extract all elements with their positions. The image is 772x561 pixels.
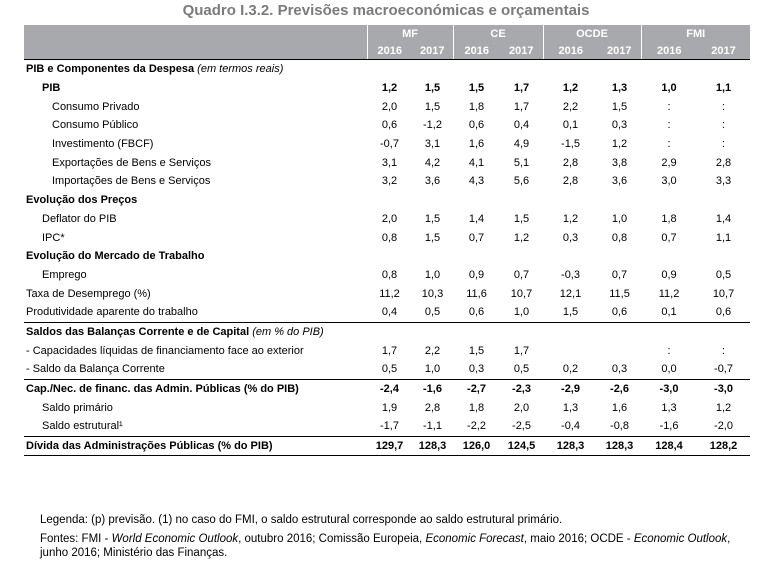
- row-label: Consumo Privado: [52, 100, 140, 113]
- value-cell: 4,1: [468, 156, 485, 169]
- value-cell: 11,2: [658, 287, 680, 300]
- value-cell: 0,7: [513, 268, 530, 281]
- value-cell: 1,0: [424, 268, 441, 281]
- row-label: Deflator do PIB: [42, 212, 117, 225]
- value-cell: -1,1: [423, 420, 442, 433]
- value-cell: -2,3: [500, 379, 543, 398]
- table-row: [24, 303, 750, 322]
- value-cell: 1,5: [424, 231, 441, 244]
- row-label: Cap./Nec. de financ. das Admin. Públicas (% do PIB): [24, 379, 367, 398]
- legend: Legenda: (p) previsão. (1) no caso do FMI, o saldo estrutural corresponde ao saldo estrutural primário.: [40, 514, 563, 526]
- value-cell: 4,3: [468, 175, 485, 188]
- value-cell: 1,4: [468, 212, 485, 225]
- value-cell: 3,1: [381, 156, 398, 169]
- value-cell: 11,6: [466, 287, 487, 300]
- value-cell: -3,0: [641, 379, 697, 398]
- value-cell: 1,8: [468, 401, 485, 414]
- group-header-ce: CE: [453, 25, 543, 42]
- value-cell: 1,9: [381, 401, 398, 414]
- value-cell: 1,8: [661, 212, 677, 225]
- value-cell: 0,6: [381, 119, 398, 132]
- value-cell: 12,1: [559, 287, 582, 300]
- value-cell: 1,7: [381, 344, 398, 357]
- row-label: Exportações de Bens e Serviços: [52, 156, 211, 169]
- value-cell: 1,0: [661, 82, 677, 95]
- value-cell: 0,4: [381, 306, 398, 319]
- row-label: - Saldo da Balança Corrente: [26, 363, 165, 376]
- group-header-fmi: FMI: [641, 25, 750, 42]
- value-cell: 0,9: [468, 268, 485, 281]
- year-header: 2017: [697, 42, 750, 60]
- value-cell: :: [721, 344, 726, 357]
- value-cell: :: [667, 344, 671, 357]
- value-cell: 2,8: [562, 156, 579, 169]
- value-cell: 1,5: [611, 100, 628, 113]
- table-row: [24, 153, 750, 172]
- row-label: Produtividade aparente do trabalho: [26, 306, 198, 319]
- row-label: Importações de Bens e Serviços: [52, 175, 211, 188]
- header-blank: [24, 42, 367, 60]
- value-cell: 10,3: [421, 287, 444, 300]
- section-row: [24, 247, 750, 266]
- section-label: Evolução dos Preços: [26, 194, 138, 207]
- value-cell: 0,0: [661, 363, 677, 376]
- year-header: 2017: [598, 42, 641, 60]
- value-cell: :: [667, 119, 671, 132]
- value-cell: 1,2: [562, 82, 579, 95]
- value-cell: 1,5: [424, 82, 441, 95]
- value-cell: -1,5: [561, 138, 580, 151]
- value-cell: 1,8: [468, 100, 485, 113]
- value-cell: 1,2: [611, 138, 628, 151]
- value-cell: 2,9: [661, 156, 677, 169]
- value-cell: 1,4: [715, 212, 732, 225]
- table-row: [24, 284, 750, 303]
- row-label: Consumo Público: [52, 119, 139, 132]
- value-cell: 0,8: [381, 231, 398, 244]
- value-cell: 10,7: [712, 287, 735, 300]
- value-cell: :: [721, 138, 726, 151]
- value-cell: 1,2: [715, 401, 732, 414]
- value-cell: 1,5: [562, 306, 579, 319]
- value-cell: 1,5: [513, 212, 530, 225]
- value-cell: 5,1: [513, 156, 530, 169]
- value-cell: -2,9: [543, 379, 598, 398]
- table-row: [24, 266, 750, 285]
- row-label: Saldo estrutural¹: [42, 420, 123, 433]
- value-cell: 1,2: [381, 82, 398, 95]
- year-header: 2017: [500, 42, 543, 60]
- value-cell: 0,3: [562, 231, 579, 244]
- section-label: Evolução do Mercado de Trabalho: [26, 250, 205, 263]
- value-cell: 1,3: [562, 401, 579, 414]
- year-header: 2017: [412, 42, 453, 60]
- value-cell: 128,2: [697, 436, 750, 456]
- value-cell: 128,3: [543, 436, 598, 456]
- value-cell: 1,0: [611, 212, 628, 225]
- value-cell: 1,5: [468, 344, 485, 357]
- value-cell: 0,5: [513, 363, 530, 376]
- value-cell: 128,3: [412, 436, 453, 456]
- row-label: Dívida das Administrações Públicas (% do PIB): [24, 436, 367, 456]
- value-cell: -1,6: [412, 379, 453, 398]
- value-cell: 2,2: [424, 344, 441, 357]
- value-cell: 10,7: [510, 287, 533, 300]
- value-cell: 0,3: [611, 363, 628, 376]
- value-cell: :: [667, 138, 671, 151]
- value-cell: 0,6: [715, 306, 732, 319]
- value-cell: 0,3: [611, 119, 628, 132]
- year-header: 2016: [453, 42, 500, 60]
- value-cell: 0,6: [468, 306, 485, 319]
- header-blank: [24, 25, 367, 42]
- value-cell: -3,0: [697, 379, 750, 398]
- group-header-mf: MF: [367, 25, 453, 42]
- value-cell: 1,6: [468, 138, 485, 151]
- value-cell: 0,4: [513, 119, 530, 132]
- value-cell: 129,7: [367, 436, 412, 456]
- section-row: [24, 60, 750, 79]
- row-label: Saldo primário: [42, 401, 113, 414]
- row-label: PIB: [42, 82, 61, 95]
- value-cell: 128,4: [641, 436, 697, 456]
- value-cell: 2,8: [715, 156, 732, 169]
- table-row: [24, 417, 750, 436]
- value-cell: 124,5: [500, 436, 543, 456]
- value-cell: 1,1: [715, 82, 732, 95]
- value-cell: [543, 341, 598, 360]
- table-row: [24, 360, 750, 379]
- row-label: IPC*: [42, 231, 65, 244]
- value-cell: :: [721, 119, 726, 132]
- table-title: Quadro I.3.2. Previsões macroeconómicas e orçamentais: [182, 2, 590, 19]
- table-row: [24, 210, 750, 229]
- value-cell: 0,7: [661, 231, 677, 244]
- value-cell: -0,3: [561, 268, 580, 281]
- value-cell: 2,8: [562, 175, 579, 188]
- value-cell: :: [721, 100, 726, 113]
- value-cell: 0,5: [381, 363, 398, 376]
- forecast-table: [24, 25, 750, 456]
- value-cell: 1,3: [611, 82, 628, 95]
- value-cell: 3,8: [611, 156, 628, 169]
- value-cell: 0,8: [611, 231, 628, 244]
- sources: Fontes: FMI - World Economic Outlook, outubro 2016; Comissão Europeia, Economic Forecast, maio 2016; OCDE - Economic Outlook, junho 2016; Ministério das Finanças.: [40, 533, 731, 559]
- value-cell: 1,2: [562, 212, 579, 225]
- value-cell: -0,8: [610, 420, 629, 433]
- row-label: Taxa de Desemprego (%): [26, 287, 151, 300]
- value-cell: 2,2: [562, 100, 579, 113]
- value-cell: 0,1: [562, 119, 579, 132]
- value-cell: 128,3: [598, 436, 641, 456]
- table-row: [24, 228, 750, 247]
- value-cell: -2,7: [453, 379, 500, 398]
- value-cell: -0,4: [561, 420, 580, 433]
- value-cell: 2,0: [513, 401, 530, 414]
- value-cell: 0,5: [715, 268, 732, 281]
- value-cell: -1,7: [380, 420, 399, 433]
- value-cell: 1,0: [424, 363, 441, 376]
- value-cell: 1,6: [611, 401, 628, 414]
- value-cell: 3,2: [381, 175, 398, 188]
- value-cell: 11,2: [379, 287, 400, 300]
- value-cell: 0,6: [611, 306, 628, 319]
- table-row: [24, 379, 750, 398]
- value-cell: 126,0: [453, 436, 500, 456]
- value-cell: 0,7: [468, 231, 485, 244]
- value-cell: 1,3: [661, 401, 677, 414]
- value-cell: 2,0: [381, 212, 398, 225]
- value-cell: 5,6: [513, 175, 530, 188]
- table-row: [24, 398, 750, 417]
- group-header-ocde: OCDE: [543, 25, 641, 42]
- value-cell: 0,8: [381, 268, 398, 281]
- value-cell: 1,2: [513, 231, 530, 244]
- value-cell: -2,0: [714, 420, 733, 433]
- value-cell: 11,5: [609, 287, 630, 300]
- value-cell: -0,7: [380, 138, 399, 151]
- value-cell: 4,2: [424, 156, 441, 169]
- row-label: Investimento (FBCF): [52, 138, 154, 151]
- section-row: [24, 322, 750, 341]
- value-cell: :: [667, 100, 671, 113]
- value-cell: 0,9: [661, 268, 677, 281]
- value-cell: 0,7: [611, 268, 628, 281]
- table-row: [24, 79, 750, 98]
- row-label: Emprego: [42, 268, 87, 281]
- value-cell: -1,2: [423, 119, 442, 132]
- table-row: [24, 341, 750, 360]
- section-label: PIB e Componentes da Despesa (em termos reais): [26, 63, 284, 76]
- value-cell: 3,3: [715, 175, 732, 188]
- value-cell: 2,0: [381, 100, 398, 113]
- value-cell: -0,7: [714, 363, 733, 376]
- year-header: 2016: [543, 42, 598, 60]
- section-label: Saldos das Balanças Corrente e de Capital (em % do PIB): [24, 322, 750, 341]
- table-row: [24, 116, 750, 135]
- section-row: [24, 191, 750, 210]
- row-label: - Capacidades líquidas de financiamento face ao exterior: [26, 344, 304, 357]
- value-cell: -2,4: [367, 379, 412, 398]
- value-cell: 1,5: [424, 100, 441, 113]
- value-cell: 2,8: [424, 401, 441, 414]
- value-cell: 3,6: [611, 175, 628, 188]
- value-cell: 1,7: [513, 82, 530, 95]
- value-cell: 1,7: [513, 344, 530, 357]
- value-cell: -2,2: [467, 420, 486, 433]
- table-row: [24, 135, 750, 154]
- table-row: [24, 97, 750, 116]
- value-cell: 0,1: [661, 306, 677, 319]
- value-cell: -1,6: [659, 420, 679, 433]
- value-cell: 3,1: [424, 138, 441, 151]
- table-row: [24, 436, 750, 456]
- value-cell: 1,0: [513, 306, 530, 319]
- value-cell: [598, 341, 641, 360]
- value-cell: 0,3: [468, 363, 485, 376]
- value-cell: 1,1: [715, 231, 732, 244]
- value-cell: 1,5: [424, 212, 441, 225]
- value-cell: 4,9: [513, 138, 530, 151]
- value-cell: -2,6: [598, 379, 641, 398]
- year-header: 2016: [367, 42, 412, 60]
- value-cell: 0,6: [468, 119, 485, 132]
- table-row: [24, 172, 750, 191]
- year-header: 2016: [641, 42, 697, 60]
- value-cell: 0,2: [562, 363, 579, 376]
- value-cell: 3,0: [661, 175, 677, 188]
- value-cell: 0,5: [424, 306, 441, 319]
- value-cell: 3,6: [424, 175, 441, 188]
- value-cell: 1,7: [513, 100, 530, 113]
- value-cell: -2,5: [512, 420, 531, 433]
- value-cell: 1,5: [468, 82, 485, 95]
